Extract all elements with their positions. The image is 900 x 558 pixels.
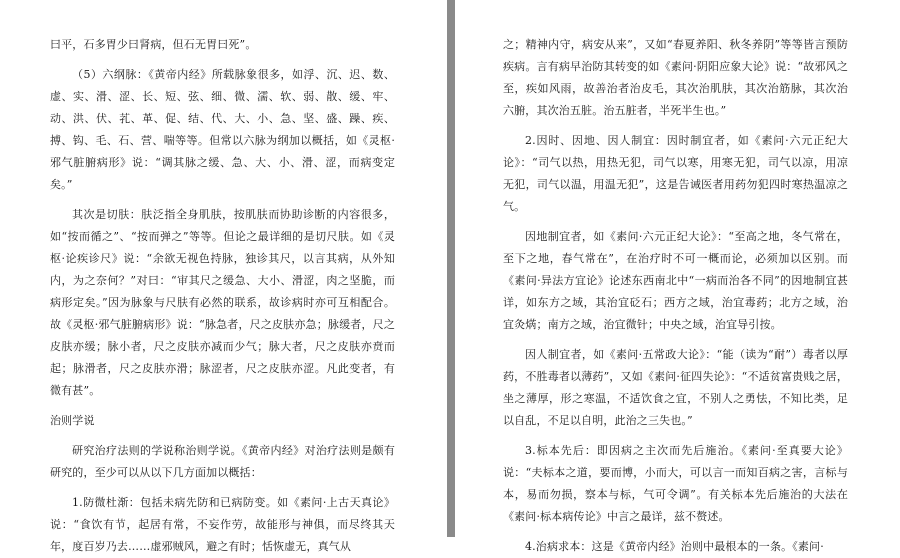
page-divider bbox=[447, 0, 455, 537]
left-paragraph: 1.防微杜渐：包括未病先防和已病防变。如《素问·上古天真论》说：“食饮有节，起居有常，不妄作劳，故能形与神俱，而尽终其天年，度百岁乃去……虚邪贼风，避之有时；恬恢虚无，真气从 bbox=[50, 496, 395, 553]
right-paragraph: 因地制宜者，如《素问·六元正纪大论》：“至高之地，冬气常在，至下之地，春气常在”，在治疗时不可一概而论，必须加以区别。而《素问·异法方宜论》论述东西南北中“一病而治各不同”的因地制宜甚详，如东方之域，其治宜砭石；西方之域，治宜毒药；北方之域，治宜灸焫；南方之域，治宜微针；中央之域，治宜导引按。 bbox=[503, 230, 848, 331]
right-paragraph: 之；精神内守，病安从来”，又如“春夏养阳、秋冬养阴”等等皆言预防疾病。言有病早治防其转变的如《素问·阴阳应象大论》说：“故邪风之至，疾如风雨，故善治者治皮毛，其次治肌肤，其次治筋脉，其次治六腑，其次治五脏。治五脏者，半死半生也。” bbox=[503, 38, 848, 117]
right-paragraph: 4.治病求本：这是《黄帝内经》治则中最根本的一条。《素问· bbox=[525, 540, 824, 553]
right-paragraph: 2.因时、因地、因人制宜：因时制宜者，如《素问·六元正纪大论》：“司气以热，用热无犯，司气以寒，用寒无犯，司气以凉，用凉无犯，司气以温，用温无犯”，这是告诫医者用药勿犯四时寒热温凉之气。 bbox=[503, 134, 848, 213]
section-heading: 治则学说 bbox=[50, 414, 95, 427]
right-paragraph: 因人制宜者，如《素问·五常政大论》：“能（读为“耐”）毒者以厚药，不胜毒者以薄药”，又如《素问·征四失论》：“不适贫富贵贱之居，坐之薄厚，形之寒温，不适饮食之宜，不别人之勇怯，不知比类，足以自乱，不足以自明，此治之三失也。” bbox=[503, 348, 848, 427]
left-paragraph: （5）六纲脉：《黄帝内经》所载脉象很多，如浮、沉、迟、数、虚、实、滑、涩、长、短、弦、细、微、濡、软、弱、散、缓、牢、动、洪、伏、芤、革、促、结、代、大、小、急、坚、盛、躁、疾、搏、钩、毛、石、营、喘等等。但常以六脉为纲加以概括，如《灵枢·邪气脏腑病形》说：“调其脉之缓、急、大、小、滑、涩，而病变定矣。” bbox=[50, 68, 395, 191]
left-paragraph: 曰平，石多胃少曰肾病，但石无胃曰死”。 bbox=[50, 38, 257, 51]
left-page bbox=[0, 0, 447, 553]
right-paragraph: 3.标本先后：即因病之主次而先后施治。《素问·至真要大论》说：“夫标本之道，要而博，小而大，可以言一而知百病之害，言标与本，易而勿损，察本与标，气可令调”。有关标本先后施治的大法在《素问·标本病传论》中言之最详，兹不赘述。 bbox=[503, 444, 848, 523]
left-paragraph: 研究治疗法则的学说称治则学说。《黄帝内经》对治疗法则是颇有研究的，至少可以从以下几方面加以概括： bbox=[50, 444, 395, 479]
right-page bbox=[455, 0, 900, 553]
left-paragraph: 其次是切肤：肤泛指全身肌肤，按肌肤而协助诊断的内容很多，如“按而循之”、“按而弹之”等等。但论之最详细的是切尺肤。如《灵枢·论疾诊尺》说：“余欲无视色持脉，独诊其尺，以言其病，从外知内，为之奈何？”对曰：“审其尺之缓急、大小、滑涩，肉之坚脆，而病形定矣。”因为脉象与尺肤有必然的联系，故诊病时亦可互相配合。故《灵枢·邪气脏腑病形》说：“脉急者，尺之皮肤亦急；脉缓者，尺之皮肤亦缓；脉小者，尺之皮肤亦减而少气；脉大者，尺之皮肤亦贲而起；脉滑者，尺之皮肤亦滑；脉涩者，尺之皮肤亦涩。凡此变者，有微有甚”。 bbox=[50, 208, 395, 397]
